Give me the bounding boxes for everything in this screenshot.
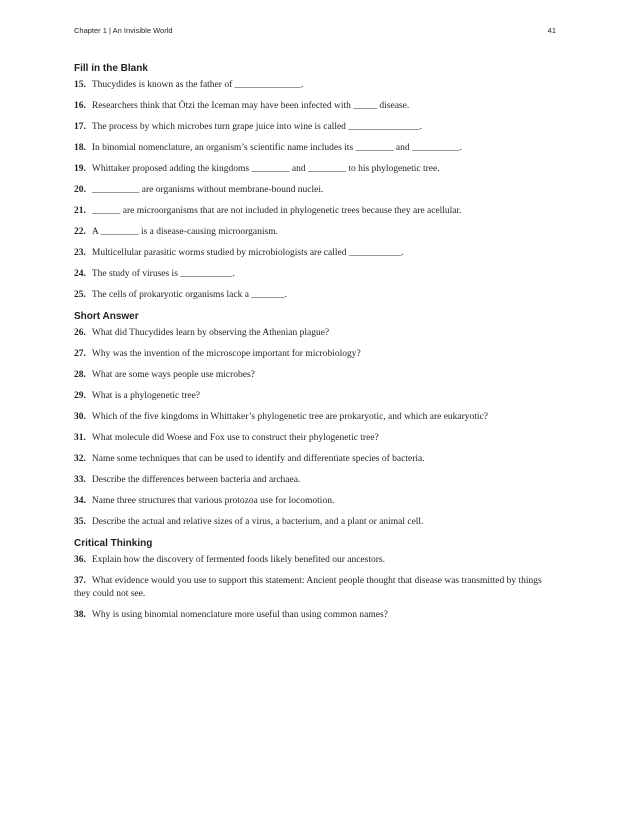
question-number: 17. bbox=[74, 122, 86, 132]
question-item bbox=[74, 453, 558, 466]
question-number: 26. bbox=[74, 328, 86, 338]
question-item bbox=[74, 327, 558, 340]
question-text: Whittaker proposed adding the kingdoms ________ and ________ to his phylogenetic tree. bbox=[91, 164, 440, 174]
question-number: 20. bbox=[74, 185, 86, 195]
section-heading: Short Answer bbox=[74, 311, 139, 322]
question-text: What are some ways people use microbes? bbox=[91, 370, 255, 380]
question-text: The study of viruses is ___________. bbox=[91, 269, 235, 279]
question-text: Researchers think that Ötzi the Iceman may have been infected with _____ disease. bbox=[91, 101, 410, 111]
question-item bbox=[74, 411, 558, 424]
question-number: 16. bbox=[74, 101, 86, 111]
question-item bbox=[74, 79, 558, 92]
question-number: 33. bbox=[74, 475, 86, 485]
question-number: 37. bbox=[74, 576, 86, 586]
section-fill-in-the-blank bbox=[74, 62, 558, 302]
question-text: What molecule did Woese and Fox use to construct their phylogenetic tree? bbox=[91, 433, 379, 443]
question-number: 34. bbox=[74, 496, 86, 506]
question-text: Thucydides is known as the father of ______________. bbox=[91, 80, 304, 90]
chapter-title: Chapter 1 | An Invisible World bbox=[74, 26, 173, 35]
question-text: Name three structures that various protozoa use for locomotion. bbox=[91, 496, 335, 506]
question-text: Why is using binomial nomenclature more useful than using common names? bbox=[91, 610, 388, 620]
question-item bbox=[74, 348, 558, 361]
question-item bbox=[74, 184, 558, 197]
question-item bbox=[74, 100, 558, 113]
question-text: What evidence would you use to support this statement: Ancient people thought that disease was transmitted by things they could not see. bbox=[74, 576, 542, 599]
question-number: 31. bbox=[74, 433, 86, 443]
question-number: 15. bbox=[74, 80, 86, 90]
question-item bbox=[74, 495, 558, 508]
question-text: Describe the differences between bacteria and archaea. bbox=[91, 475, 301, 485]
question-number: 32. bbox=[74, 454, 86, 464]
question-text: Explain how the discovery of fermented foods likely benefited our ancestors. bbox=[91, 555, 385, 565]
section-critical-thinking bbox=[74, 537, 558, 622]
question-text: Which of the five kingdoms in Whittaker’s phylogenetic tree are prokaryotic, and which are eukaryotic? bbox=[91, 412, 489, 422]
question-number: 18. bbox=[74, 143, 86, 153]
question-item bbox=[74, 205, 558, 218]
question-text: Multicellular parasitic worms studied by microbiologists are called ___________. bbox=[91, 248, 404, 258]
question-number: 21. bbox=[74, 206, 86, 216]
section-heading: Fill in the Blank bbox=[74, 63, 148, 74]
question-number: 23. bbox=[74, 248, 86, 258]
question-list bbox=[74, 62, 558, 630]
question-number: 38. bbox=[74, 610, 86, 620]
question-item bbox=[74, 554, 558, 567]
question-number: 30. bbox=[74, 412, 86, 422]
question-item bbox=[74, 268, 558, 281]
question-number: 24. bbox=[74, 269, 86, 279]
question-item bbox=[74, 369, 558, 382]
question-item bbox=[74, 163, 558, 176]
page-header bbox=[74, 26, 556, 35]
question-text: Describe the actual and relative sizes of a virus, a bacterium, and a plant or animal cell. bbox=[91, 517, 424, 527]
question-item bbox=[74, 247, 558, 260]
question-number: 28. bbox=[74, 370, 86, 380]
question-item bbox=[74, 432, 558, 445]
question-item bbox=[74, 516, 558, 529]
section-heading: Critical Thinking bbox=[74, 538, 153, 549]
question-number: 22. bbox=[74, 227, 86, 237]
question-item bbox=[74, 575, 558, 601]
question-item bbox=[74, 289, 558, 302]
question-number: 19. bbox=[74, 164, 86, 174]
question-item bbox=[74, 142, 558, 155]
question-text: __________ are organisms without membrane-bound nuclei. bbox=[91, 185, 324, 195]
question-item bbox=[74, 390, 558, 403]
question-text: The cells of prokaryotic organisms lack a _______. bbox=[91, 290, 287, 300]
question-text: In binomial nomenclature, an organism’s scientific name includes its ________ and __________. bbox=[91, 143, 462, 153]
question-number: 27. bbox=[74, 349, 86, 359]
question-number: 29. bbox=[74, 391, 86, 401]
question-item bbox=[74, 226, 558, 239]
question-text: Why was the invention of the microscope important for microbiology? bbox=[91, 349, 361, 359]
question-number: 35. bbox=[74, 517, 86, 527]
question-number: 25. bbox=[74, 290, 86, 300]
question-text: ______ are microorganisms that are not included in phylogenetic trees because they are acellular. bbox=[91, 206, 462, 216]
question-text: Name some techniques that can be used to identify and differentiate species of bacteria. bbox=[91, 454, 425, 464]
question-text: The process by which microbes turn grape juice into wine is called _______________. bbox=[91, 122, 422, 132]
question-text: What did Thucydides learn by observing the Athenian plague? bbox=[91, 328, 330, 338]
question-text: What is a phylogenetic tree? bbox=[91, 391, 201, 401]
page-number: 41 bbox=[547, 26, 556, 35]
question-item bbox=[74, 121, 558, 134]
question-item bbox=[74, 474, 558, 487]
section-short-answer bbox=[74, 310, 558, 529]
question-item bbox=[74, 609, 558, 622]
question-text: A ________ is a disease-causing microorganism. bbox=[91, 227, 278, 237]
question-number: 36. bbox=[74, 555, 86, 565]
